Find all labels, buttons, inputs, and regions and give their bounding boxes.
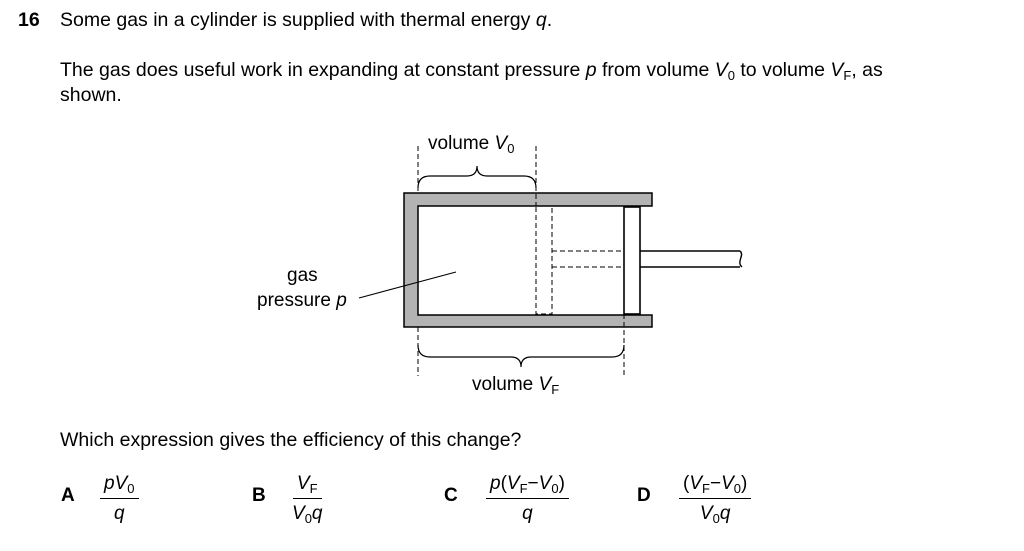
option-d-denominator: $V_0q$ — [699, 503, 731, 526]
option-c-denominator: q — [522, 503, 533, 524]
question-prompt: Which expression gives the efficiency of this change? — [60, 429, 522, 451]
brace-vf — [418, 345, 624, 367]
option-b-letter[interactable]: B — [252, 485, 266, 506]
stem-line-3: shown. — [60, 84, 122, 106]
label-pressure-p: pressure p — [257, 290, 347, 311]
stem-line-2: The gas does useful work in expanding at constant pressure p from volume $V_0$ to volume $V_F$, as — [60, 59, 883, 83]
option-b-expression[interactable] — [292, 473, 323, 525]
option-c-letter[interactable]: C — [444, 485, 458, 506]
option-a-denominator: q — [113, 503, 125, 524]
initial-piston-dashed — [536, 207, 624, 314]
option-b-denominator: $V_0q$ — [292, 503, 323, 526]
brace-v0 — [418, 166, 536, 188]
option-a-expression[interactable] — [100, 473, 139, 525]
option-d-expression[interactable] — [679, 473, 751, 525]
option-c-numerator: $p(V_F-V_0)$ — [486, 473, 569, 499]
piston — [624, 207, 640, 314]
option-a-letter[interactable]: A — [61, 485, 75, 506]
label-volume-vf: volume $V_F$ — [472, 374, 560, 397]
option-d-letter[interactable]: D — [637, 485, 651, 506]
label-gas: gas — [287, 265, 318, 286]
cylinder-wall — [404, 193, 652, 327]
question-number: 16 — [18, 9, 40, 31]
rod-break — [740, 251, 742, 267]
stem-line-1: Some gas in a cylinder is supplied with thermal energy q. — [60, 9, 553, 31]
option-d-numerator: $(V_F-V_0)$ — [679, 473, 751, 499]
piston-rod — [640, 251, 740, 267]
option-b-numerator: $V_F$ — [293, 473, 322, 499]
option-c-expression[interactable] — [486, 473, 569, 525]
option-a-numerator: $pV_0$ — [100, 473, 139, 499]
label-volume-v0: volume $V_0$ — [428, 133, 515, 156]
